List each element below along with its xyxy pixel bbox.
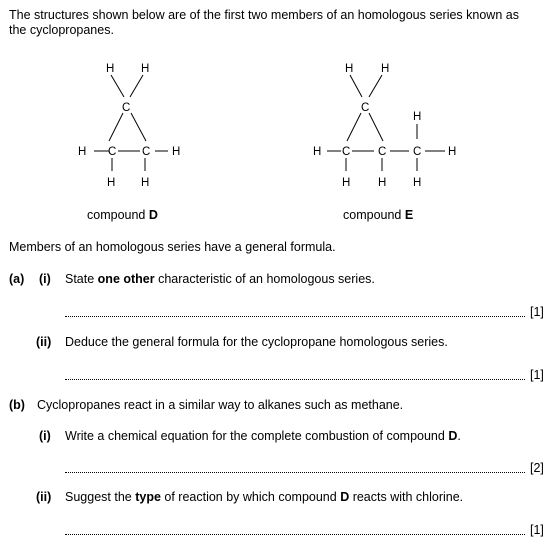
e-h-top-right: H bbox=[381, 63, 390, 75]
d-h-left: H bbox=[78, 146, 87, 158]
d-c-top: C bbox=[122, 102, 131, 114]
compound-d-caption: compound D bbox=[87, 208, 158, 222]
d-h-bottom-left: H bbox=[107, 177, 116, 189]
part-b-ii-question: Suggest the type of reaction by which compound D reacts with chlorine. bbox=[65, 490, 464, 504]
compound-e-caption: compound E bbox=[343, 208, 414, 222]
d-h-top-right: H bbox=[141, 63, 150, 75]
e-h-bottom-left: H bbox=[342, 177, 351, 189]
answer-line-b-i[interactable] bbox=[65, 472, 525, 473]
statement-text: Members of an homologous series have a general formula. bbox=[9, 240, 336, 254]
intro-line-2: the cyclopropanes. bbox=[9, 23, 114, 37]
intro-line-1: The structures shown below are of the first two members of an homologous series known as bbox=[9, 8, 519, 22]
e-h-above-right: H bbox=[413, 111, 422, 123]
d-c-left: C bbox=[108, 146, 117, 158]
e-h-right: H bbox=[448, 146, 457, 158]
e-h-left: H bbox=[313, 146, 322, 158]
part-b-ii-label: (ii) bbox=[36, 490, 52, 504]
part-a-i-label: (i) bbox=[39, 272, 51, 286]
marks-b-ii: [1] bbox=[530, 523, 544, 537]
e-c-top: C bbox=[361, 102, 370, 114]
e-h-bottom-mid: H bbox=[378, 177, 387, 189]
marks-a-i: [1] bbox=[530, 305, 544, 319]
e-h-top-left: H bbox=[345, 63, 354, 75]
part-b-text: Cyclopropanes react in a similar way to alkanes such as methane. bbox=[37, 398, 404, 412]
part-a-ii-question: Deduce the general formula for the cyclopropane homologous series. bbox=[65, 335, 448, 349]
part-b-i-question: Write a chemical equation for the complete combustion of compound D. bbox=[65, 429, 461, 443]
d-h-bottom-right: H bbox=[141, 177, 150, 189]
part-b-label: (b) bbox=[9, 398, 25, 412]
answer-line-b-ii[interactable] bbox=[65, 534, 525, 535]
part-b-i-label: (i) bbox=[39, 429, 51, 443]
part-a-ii-label: (ii) bbox=[36, 335, 52, 349]
e-c-mid: C bbox=[378, 146, 387, 158]
compound-e-structure bbox=[295, 55, 475, 195]
marks-b-i: [2] bbox=[530, 461, 544, 475]
part-a-label: (a) bbox=[9, 272, 25, 286]
e-h-bottom-right: H bbox=[413, 177, 422, 189]
d-c-right: C bbox=[142, 146, 151, 158]
d-h-top-left: H bbox=[106, 63, 115, 75]
answer-line-a-i[interactable] bbox=[65, 316, 525, 317]
e-c-right: C bbox=[413, 146, 422, 158]
compound-d-structure bbox=[60, 55, 210, 195]
marks-a-ii: [1] bbox=[530, 368, 544, 382]
e-c-left: C bbox=[342, 146, 351, 158]
part-a-i-question: State one other characteristic of an homologous series. bbox=[65, 272, 375, 286]
answer-line-a-ii[interactable] bbox=[65, 379, 525, 380]
d-h-right: H bbox=[172, 146, 181, 158]
